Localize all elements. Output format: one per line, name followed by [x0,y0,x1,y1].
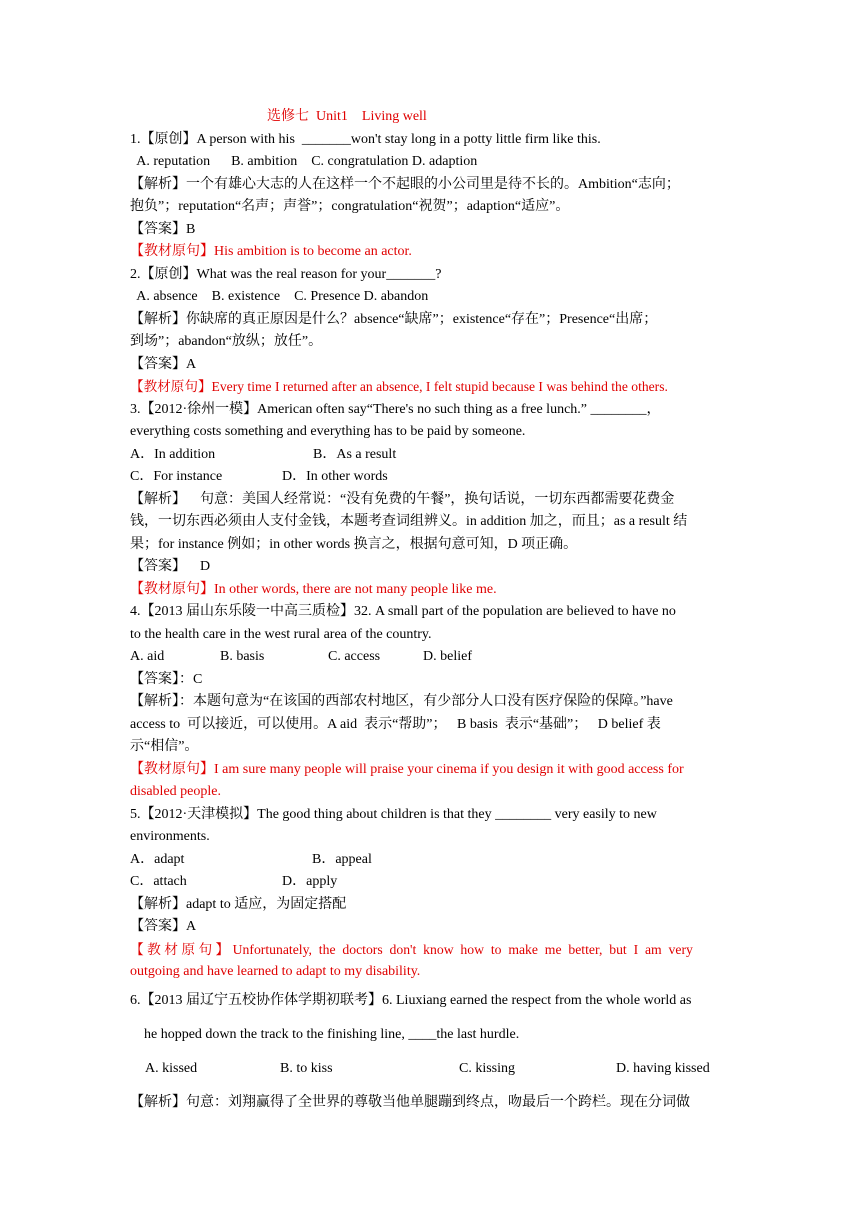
q4-stem-line1: 4.【2013 届山东乐陵一中高三质检】32. A small part of the population are believed to have no [130,604,676,619]
q4-source-line2: disabled people. [130,784,221,799]
q4-answer: 【答案】：C [130,671,203,687]
q6-stem-line1: 6.【2013 届辽宁五校协作体学期初联考】6. Liuxiang earned the respect from the whole world as [130,992,692,1008]
q3-stem-line1: 3.【2012·徐州一模】American often say“There's no such thing as a free lunch.” ________， [130,401,661,417]
q5-options-row1 [130,849,732,872]
q4-analysis-line3: 示“相信”。 [130,739,199,754]
q5-source-line1: 【 教 材 原 句 】 Unfortunately, the doctors don't know how to make me better, but I am very [130,941,693,957]
q4-source-line1: 【教材原句】I am sure many people will praise your cinema if you design it with good access for [130,761,684,777]
q4-options [130,646,732,669]
q3-options-row2 [130,466,732,489]
q3-analysis-line3: 果；for instance 例如；in other words 换言之，根据句意可知，D 项正确。 [130,536,578,552]
q2-answer: 【答案】A [130,356,197,372]
q4-option-b: B. basis [220,649,265,664]
q3-source-sentence: 【教材原句】In other words, there are not many people like me. [130,581,497,597]
q5-answer: 【答案】A [130,919,197,934]
page-title: 选修七 Unit1 Living well [267,109,427,124]
q5-option-d: D．apply [282,874,338,889]
q2-source-sentence: 【教材原句】Every time I returned after an absence, I felt stupid because I was behind the others. [130,379,668,394]
q3-stem-line2: everything costs something and everything has to be paid by someone. [130,424,526,439]
q5-stem-line1: 5.【2012·天津模拟】The good thing about children is that they ________ very easily to new [130,806,657,822]
q3-answer: 【答案】 D [130,559,211,574]
q1-stem: 1.【原创】A person with his _______won't stay long in a potty little firm like this. [130,131,601,147]
q4-option-c: C. access [328,649,381,664]
q2-stem: 2.【原创】What was the real reason for your_______? [130,266,442,282]
q2-analysis-line2: 到场”；abandon“放纵；放任”。 [130,334,323,349]
q5-option-b: B．appeal [312,851,372,867]
q1-source-sentence: 【教材原句】His ambition is to become an actor. [130,244,412,259]
q5-analysis: 【解析】adapt to 适应，为固定搭配 [130,896,347,912]
q6-option-c: C. kissing [459,1060,516,1076]
document-body [130,106,732,1120]
q6-option-a: A. kissed [145,1060,198,1076]
q5-option-c: C．attach [130,874,187,889]
q5-options-row2 [130,871,732,894]
q6-stem-line2: he hopped down the track to the finishing line, ____the last hurdle. [144,1026,520,1042]
q4-option-d: D. belief [423,649,472,664]
q6-option-d: D. having kissed [616,1060,710,1076]
q6-option-b: B. to kiss [280,1060,333,1076]
q6-options [130,1052,732,1086]
q2-analysis-line1: 【解析】你缺席的真正原因是什么？absence“缺席”；existence“存在”；Presence“出席； [130,311,658,327]
q3-option-b: B．As a result [313,446,397,462]
q5-stem-line2: environments. [130,829,210,844]
q5-option-a: A．adapt [130,851,185,867]
q3-option-c: C．For instance [130,469,223,484]
q2-options: A. absence B. existence C. Presence D. abandon [130,289,429,304]
q3-option-d: D．In other words [282,469,388,484]
q6-analysis: 【解析】句意：刘翔赢得了全世界的尊敬当他单腿蹦到终点，吻最后一个跨栏。现在分词做 [130,1094,690,1110]
q1-options: A. reputation B. ambition C. congratulation D. adaption [130,154,478,169]
q4-option-a: A. aid [130,649,165,664]
q5-source-line2: outgoing and have learned to adapt to my disability. [130,964,421,979]
q1-analysis-line2: 抱负”；reputation“名声；声誉”；congratulation“祝贺”；adaption“适应”。 [130,199,570,214]
q1-answer: 【答案】B [130,221,196,237]
q1-analysis-line1: 【解析】一个有雄心大志的人在这样一个不起眼的小公司里是待不长的。Ambition“志向； [130,176,680,192]
q4-analysis-line2: access to 可以接近，可以使用。A aid 表示“帮助”； B basis 表示“基础”； D belief 表 [130,716,661,732]
q4-stem-line2: to the health care in the west rural area of the country. [130,626,432,642]
q3-analysis-line2: 钱，一切东西必须由人支付金钱，本题考查词组辨义。in addition 加之，而且；as a result 结 [130,514,688,529]
q3-options-row1 [130,444,732,467]
q3-analysis-line1: 【解析】 句意：美国人经常说：“没有免费的午餐”，换句话说，一切东西都需要花费金 [130,491,675,507]
q3-option-a: A．In addition [130,446,216,462]
q4-analysis-line1: 【解析】：本题句意为“在该国的西部农村地区，有少部分人口没有医疗保险的保障。”have [130,694,673,709]
